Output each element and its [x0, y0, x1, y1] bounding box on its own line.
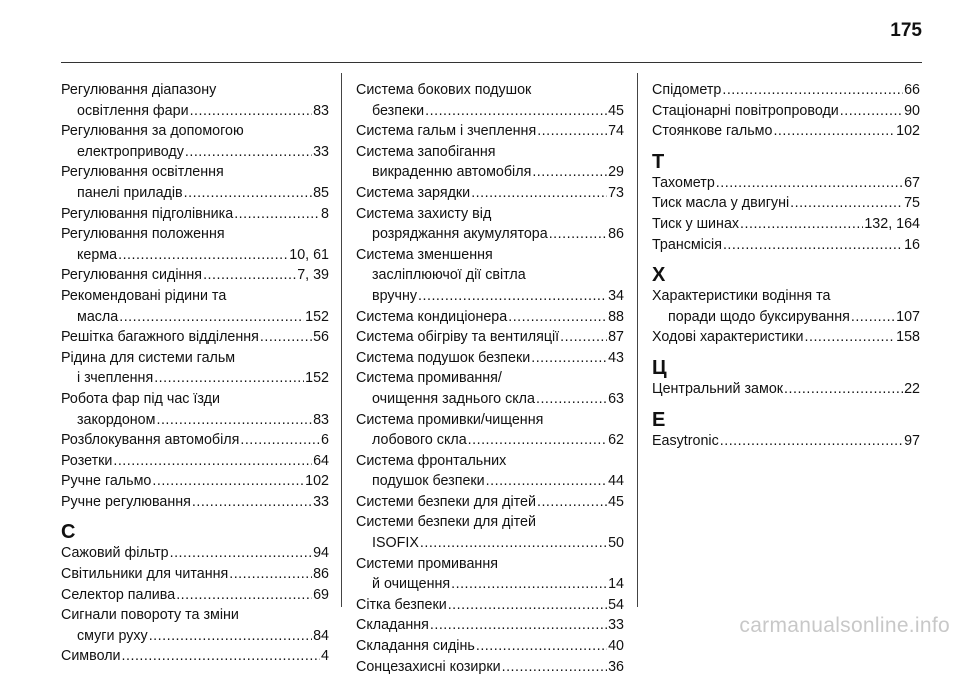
- index-entry-line: [61, 327, 329, 348]
- index-entry-text: Регулювання освітлення: [61, 164, 224, 181]
- dot-leader: [508, 307, 607, 328]
- dot-leader: [260, 327, 312, 348]
- index-entry-text: Ходові характеристики: [652, 329, 804, 346]
- index-entry-page: 64: [313, 452, 329, 469]
- dot-leader: [203, 265, 296, 286]
- dot-leader: [154, 368, 304, 389]
- dot-leader: [430, 615, 607, 636]
- dot-leader: [176, 585, 312, 606]
- index-entry-line: [356, 636, 624, 657]
- index-entry-page: 63: [608, 390, 624, 407]
- dot-leader: [805, 327, 896, 348]
- index-entry-line: [61, 245, 329, 266]
- index-entry-text: Система кондиціонера: [356, 308, 508, 325]
- index-entry: [356, 204, 624, 245]
- index-entry: [61, 327, 329, 348]
- index-entry-line: [61, 471, 329, 492]
- index-entry-line: [356, 162, 624, 183]
- index-entry-page: 43: [608, 349, 624, 366]
- index-entry-text: поради щодо буксирування: [668, 308, 850, 325]
- index-entry-line: [356, 410, 624, 431]
- index-entry: [356, 512, 624, 553]
- index-entry-text: Регулювання сидіння: [61, 267, 203, 284]
- index-entry-line: [356, 142, 624, 163]
- index-entry-page: 83: [313, 411, 329, 428]
- index-entry-page: 69: [313, 586, 329, 603]
- index-entry-page: 34: [608, 287, 624, 304]
- index-entry-line: [652, 80, 920, 101]
- index-entry-line: [356, 183, 624, 204]
- index-entry-line: [61, 224, 329, 245]
- index-entry: [61, 265, 329, 286]
- index-entry-text: керма: [77, 246, 118, 263]
- index-entry-text: масла: [77, 308, 119, 325]
- index-entry-line: [356, 121, 624, 142]
- page-number: 175: [890, 20, 922, 41]
- index-entry-line: [61, 265, 329, 286]
- dot-leader: [190, 101, 313, 122]
- index-entry-text: Сітка безпеки: [356, 596, 447, 613]
- dot-leader: [418, 286, 607, 307]
- index-entry-text: Символи: [61, 648, 121, 665]
- index-entry: [652, 235, 920, 256]
- index-entry: [356, 657, 624, 677]
- dot-leader: [720, 431, 903, 452]
- dot-leader: [185, 142, 312, 163]
- dot-leader: [537, 121, 607, 142]
- dot-leader: [560, 327, 607, 348]
- index-entry-line: [61, 307, 329, 328]
- index-entry: [61, 585, 329, 606]
- index-entry-page: 158: [896, 329, 920, 346]
- index-entry-text: Система обігріву та вентиляції: [356, 329, 560, 346]
- index-entry-page: 85: [313, 184, 329, 201]
- index-entry-page: 88: [608, 308, 624, 325]
- index-letter-heading: С: [61, 521, 76, 544]
- index-entry-page: 6: [321, 432, 329, 449]
- index-entry-text: і зчеплення: [77, 370, 154, 387]
- index-entry-line: [356, 471, 624, 492]
- dot-leader: [502, 657, 607, 677]
- index-entry: [652, 431, 920, 452]
- dot-leader: [149, 626, 312, 647]
- index-entry-text: засліплюючої дії світла: [372, 267, 526, 284]
- index-entry-text: Складання сидінь: [356, 638, 475, 655]
- index-entry-text: Easytronic: [652, 432, 719, 449]
- index-entry-text: лобового скла: [372, 432, 467, 449]
- index-entry-page: 56: [313, 329, 329, 346]
- index-entry-text: Система зарядки: [356, 184, 471, 201]
- index-entry-page: 45: [608, 493, 624, 510]
- index-entry: [356, 348, 624, 369]
- index-entry-line: [61, 626, 329, 647]
- index-entry-line: [61, 389, 329, 410]
- dot-leader: [740, 214, 863, 235]
- dot-leader: [448, 595, 607, 616]
- index-entry-page: 102: [896, 123, 920, 140]
- dot-leader: [156, 410, 312, 431]
- index-entry-text: Робота фар під час їзди: [61, 390, 220, 407]
- index-entry-page: 74: [608, 123, 624, 140]
- index-column-3: [652, 80, 920, 451]
- index-entry-text: Система захисту від: [356, 205, 492, 222]
- index-entry-text: Розетки: [61, 452, 113, 469]
- index-entry-line: [61, 101, 329, 122]
- index-entry-page: 107: [896, 308, 920, 325]
- index-entry-line: [356, 348, 624, 369]
- index-entry-line: [61, 368, 329, 389]
- index-entry-line: [356, 430, 624, 451]
- index-entry-line: [61, 605, 329, 626]
- index-entry-line: [356, 368, 624, 389]
- index-entry-line: [356, 533, 624, 554]
- index-entry-page: 97: [904, 432, 920, 449]
- index-entry: [356, 451, 624, 492]
- dot-leader: [451, 574, 607, 595]
- index-entry: [61, 121, 329, 162]
- index-entry-text: Система промивки/чищення: [356, 411, 544, 428]
- index-letter-heading: E: [652, 408, 666, 431]
- watermark: carmanualsonline.info: [739, 614, 950, 637]
- index-entry-text: викраденню автомобіля: [372, 164, 532, 181]
- dot-leader: [716, 173, 903, 194]
- index-entry: [61, 564, 329, 585]
- index-entry-text: Рідина для системи гальм: [61, 349, 236, 366]
- index-entry-text: Сонцезахисні козирки: [356, 658, 501, 675]
- index-entry-page: 84: [313, 627, 329, 644]
- index-entry-line: [356, 307, 624, 328]
- dot-leader: [536, 389, 607, 410]
- index-entry-line: [61, 410, 329, 431]
- index-entry-line: [652, 235, 920, 256]
- index-entry-text: Рекомендовані рідини та: [61, 287, 227, 304]
- header-rule: [61, 62, 922, 63]
- index-entry-page: 86: [608, 226, 624, 243]
- index-entry-text: Регулювання за допомогою: [61, 123, 244, 140]
- index-entry-text: Стоянкове гальмо: [652, 123, 773, 140]
- index-entry: [356, 245, 624, 307]
- index-entry: [356, 183, 624, 204]
- index-column-2: [356, 80, 624, 677]
- index-entry-line: [652, 193, 920, 214]
- index-letter-heading: Т: [652, 150, 665, 173]
- index-entry-text: Системи промивання: [356, 555, 498, 572]
- index-entry: [61, 80, 329, 121]
- index-column-1: [61, 80, 329, 667]
- dot-leader: [531, 348, 607, 369]
- index-entry-text: Система бокових подушок: [356, 82, 532, 98]
- index-entry-text: Система промивання/: [356, 370, 502, 387]
- index-entry-text: безпеки: [372, 102, 425, 119]
- index-entry-page: 86: [313, 566, 329, 583]
- index-entry: [356, 307, 624, 328]
- dot-leader: [486, 471, 607, 492]
- index-entry-line: [356, 574, 624, 595]
- index-entry-line: [356, 101, 624, 122]
- index-entry-text: Характеристики водіння та: [652, 288, 831, 305]
- dot-leader: [122, 646, 321, 667]
- index-entry-text: вручну: [372, 287, 418, 304]
- index-entry-line: [61, 80, 329, 101]
- index-entry-page: 44: [608, 473, 624, 490]
- index-entry-line: [356, 615, 624, 636]
- index-entry-text: ISOFIX: [372, 535, 419, 552]
- index-entry-line: [356, 80, 624, 101]
- index-entry-line: [61, 451, 329, 472]
- index-entry-line: [652, 121, 920, 142]
- index-entry: [61, 451, 329, 472]
- index-entry: [61, 430, 329, 451]
- index-entry-text: й очищення: [372, 576, 451, 593]
- index-entry-text: Тиск масла у двигуні: [652, 195, 790, 212]
- index-entry-text: Системи безпеки для дітей: [356, 493, 536, 510]
- dot-leader: [192, 492, 312, 513]
- index-entry: [61, 348, 329, 389]
- index-entry-page: 33: [313, 143, 329, 160]
- index-entry-line: [652, 101, 920, 122]
- index-entry-text: Стаціонарні повітропроводи: [652, 102, 839, 119]
- dot-leader: [113, 451, 312, 472]
- index-entry: [652, 173, 920, 194]
- index-entry: [61, 543, 329, 564]
- dot-leader: [532, 162, 607, 183]
- index-entry-text: розряджання акумулятора: [372, 226, 548, 243]
- index-entry-line: [652, 286, 920, 307]
- dot-leader: [118, 245, 288, 266]
- index-entry-text: Регулювання положення: [61, 226, 225, 243]
- index-entry: [356, 410, 624, 451]
- index-entry-text: Система подушок безпеки: [356, 349, 531, 366]
- index-entry-text: Система гальм і зчеплення: [356, 123, 537, 140]
- dot-leader: [119, 307, 304, 328]
- index-entry-text: Сигнали повороту та зміни: [61, 607, 239, 624]
- index-entry-line: [356, 286, 624, 307]
- index-entry-line: [356, 389, 624, 410]
- index-entry-page: 66: [904, 82, 920, 98]
- index-entry: [356, 368, 624, 409]
- index-entry: [61, 646, 329, 667]
- index-entry-page: 75: [904, 195, 920, 212]
- dot-leader: [790, 193, 903, 214]
- column-divider: [341, 73, 342, 607]
- index-entry-page: 132, 164: [864, 215, 920, 232]
- index-entry-text: Ручне гальмо: [61, 473, 152, 490]
- index-entry-line: [356, 245, 624, 266]
- dot-leader: [152, 471, 304, 492]
- index-entry-text: смуги руху: [77, 627, 148, 644]
- index-entry-page: 45: [608, 102, 624, 119]
- index-entry-page: 40: [608, 638, 624, 655]
- index-entry-page: 33: [313, 493, 329, 510]
- index-entry-page: 62: [608, 432, 624, 449]
- index-entry: [356, 492, 624, 513]
- index-entry-page: 36: [608, 658, 624, 675]
- dot-leader: [234, 204, 320, 225]
- index-entry-line: [356, 265, 624, 286]
- index-entry-page: 87: [608, 329, 624, 346]
- index-entry-text: Тахометр: [652, 174, 715, 191]
- index-entry-text: Регулювання підголівника: [61, 205, 234, 222]
- index-entry-line: [356, 224, 624, 245]
- index-entry-text: Регулювання діапазону: [61, 82, 217, 98]
- index-entry-page: 4: [321, 648, 329, 665]
- index-entry-page: 33: [608, 617, 624, 634]
- index-entry-page: 73: [608, 184, 624, 201]
- index-entry: [652, 193, 920, 214]
- dot-leader: [476, 636, 607, 657]
- index-entry-line: [61, 543, 329, 564]
- index-entry-page: 8: [321, 205, 329, 222]
- index-entry-text: Тиск у шинах: [652, 215, 740, 232]
- index-entry-page: 54: [608, 596, 624, 613]
- index-entry-page: 16: [904, 236, 920, 253]
- index-letter-heading: Х: [652, 264, 666, 287]
- index-entry-page: 94: [313, 545, 329, 562]
- index-entry-page: 14: [608, 576, 624, 593]
- index-entry-page: 152: [305, 308, 329, 325]
- index-entry-text: подушок безпеки: [372, 473, 485, 490]
- index-entry: [652, 379, 920, 400]
- index-entry: [61, 605, 329, 646]
- index-entry-line: [61, 492, 329, 513]
- index-entry-line: [61, 121, 329, 142]
- index-entry-page: 22: [904, 380, 920, 397]
- dot-leader: [420, 533, 607, 554]
- index-entry-page: 90: [904, 102, 920, 119]
- index-entry-page: 29: [608, 164, 624, 181]
- index-entry-line: [61, 286, 329, 307]
- index-entry-line: [356, 327, 624, 348]
- index-entry-text: Світильники для читання: [61, 566, 229, 583]
- index-entry-text: освітлення фари: [77, 102, 189, 119]
- dot-leader: [229, 564, 312, 585]
- dot-leader: [170, 543, 312, 564]
- index-entry: [652, 80, 920, 101]
- index-entry-line: [356, 657, 624, 677]
- index-entry: [61, 389, 329, 430]
- index-entry-text: Сажовий фільтр: [61, 545, 169, 562]
- index-entry-text: Ручне регулювання: [61, 493, 191, 510]
- index-entry: [61, 471, 329, 492]
- index-entry: [356, 554, 624, 595]
- index-entry-text: Решітка багажного відділення: [61, 329, 259, 346]
- index-entry-line: [61, 183, 329, 204]
- dot-leader: [468, 430, 607, 451]
- index-entry-text: електроприводу: [77, 143, 184, 160]
- index-entry-line: [61, 162, 329, 183]
- dot-leader: [723, 235, 903, 256]
- index-entry: [356, 615, 624, 636]
- index-entry-text: Система запобігання: [356, 143, 496, 160]
- index-entry: [356, 80, 624, 121]
- index-entry-page: 7, 39: [297, 267, 329, 284]
- index-entry-line: [652, 173, 920, 194]
- dot-leader: [537, 492, 607, 513]
- dot-leader: [773, 121, 895, 142]
- index-entry-line: [652, 307, 920, 328]
- index-entry: [652, 286, 920, 327]
- column-divider: [637, 73, 638, 607]
- index-entry-text: Трансмісія: [652, 236, 722, 253]
- index-entry-line: [652, 327, 920, 348]
- dot-leader: [840, 101, 903, 122]
- index-entry-line: [61, 585, 329, 606]
- dot-leader: [184, 183, 312, 204]
- index-entry: [356, 142, 624, 183]
- dot-leader: [851, 307, 895, 328]
- index-entry-line: [652, 431, 920, 452]
- index-entry: [61, 492, 329, 513]
- index-entry-line: [356, 554, 624, 575]
- index-entry-line: [356, 492, 624, 513]
- index-entry-line: [61, 564, 329, 585]
- index-entry-line: [356, 595, 624, 616]
- index-entry: [652, 214, 920, 235]
- index-entry-text: Система фронтальних: [356, 452, 507, 469]
- index-entry: [652, 327, 920, 348]
- index-entry-text: Система зменшення: [356, 246, 493, 263]
- index-entry-line: [61, 646, 329, 667]
- index-entry-line: [652, 379, 920, 400]
- index-entry-text: Центральний замок: [652, 380, 784, 397]
- index-entry-page: 10, 61: [289, 246, 329, 263]
- index-entry-text: Селектор палива: [61, 586, 176, 603]
- index-entry: [652, 101, 920, 122]
- index-entry-page: 102: [305, 473, 329, 490]
- index-entry: [356, 595, 624, 616]
- index-entry-line: [356, 512, 624, 533]
- index-entry-line: [61, 430, 329, 451]
- index-entry: [61, 286, 329, 327]
- dot-leader: [549, 224, 607, 245]
- index-entry-text: очищення заднього скла: [372, 390, 535, 407]
- index-entry: [61, 204, 329, 225]
- index-entry-page: 152: [305, 370, 329, 387]
- index-entry-page: 50: [608, 535, 624, 552]
- index-entry-page: 67: [904, 174, 920, 191]
- dot-leader: [784, 379, 903, 400]
- index-letter-heading: Ц: [652, 356, 667, 379]
- index-entry-line: [356, 451, 624, 472]
- index-entry-text: Системи безпеки для дітей: [356, 514, 536, 531]
- index-entry: [356, 327, 624, 348]
- index-entry-text: Розблокування автомобіля: [61, 432, 240, 449]
- index-entry-line: [61, 204, 329, 225]
- index-entry-line: [61, 142, 329, 163]
- index-entry-line: [61, 348, 329, 369]
- dot-leader: [425, 101, 607, 122]
- index-entry-line: [652, 214, 920, 235]
- index-entry: [356, 121, 624, 142]
- index-entry: [652, 121, 920, 142]
- index-entry: [356, 636, 624, 657]
- index-entry-text: Складання: [356, 617, 429, 634]
- dot-leader: [471, 183, 607, 204]
- index-entry: [61, 224, 329, 265]
- index-entry-text: панелі приладів: [77, 184, 183, 201]
- index-entry-text: Спідометр: [652, 82, 722, 98]
- index-entry-line: [356, 204, 624, 225]
- index-entry-page: 83: [313, 102, 329, 119]
- index-entry-text: закордоном: [77, 411, 156, 428]
- dot-leader: [722, 80, 903, 101]
- index-entry: [61, 162, 329, 203]
- dot-leader: [240, 430, 320, 451]
